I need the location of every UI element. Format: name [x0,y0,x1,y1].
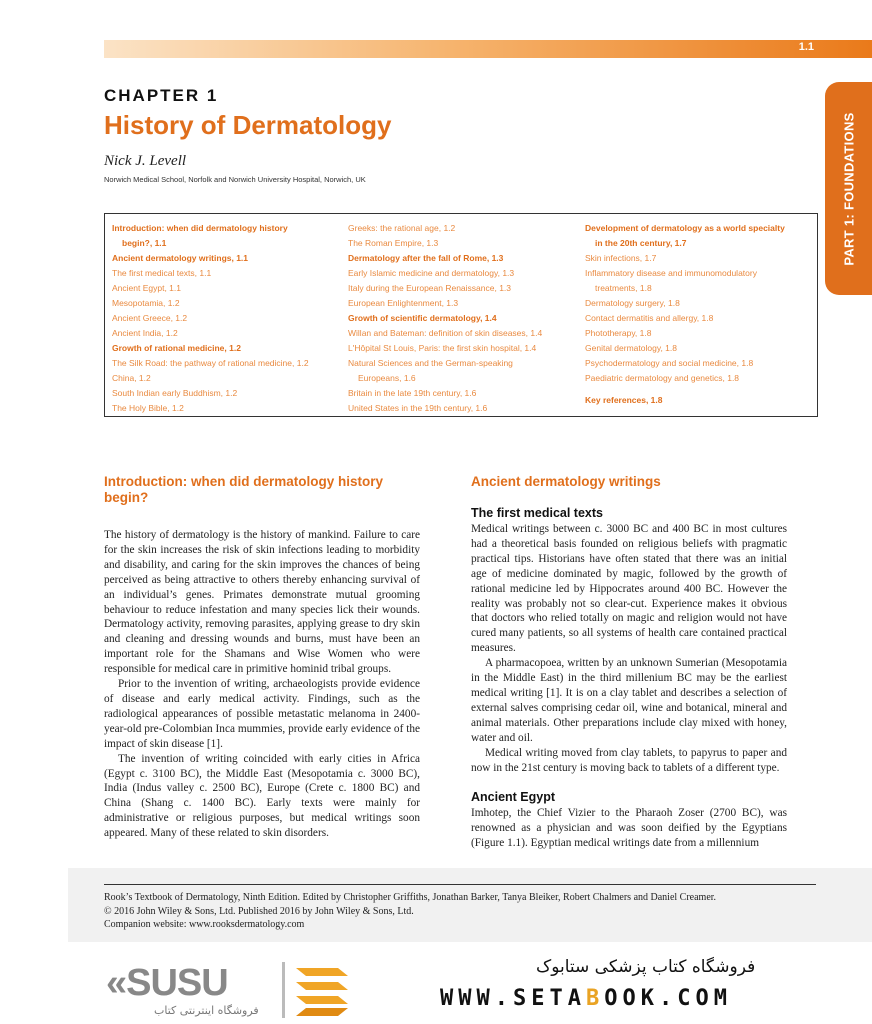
logo-tagline: فروشگاه اینترنتی کتاب [154,1004,259,1017]
toc-entry[interactable]: Ancient India, 1.2 [112,328,178,338]
author-affiliation: Norwich Medical School, Norfolk and Norwich University Hospital, Norwich, UK [104,175,366,184]
toc-entry[interactable]: Britain in the late 19th century, 1.6 [348,388,477,398]
book-stack-icon [282,962,352,1018]
body-paragraph: Medical writings between c. 3000 BC and 400 BC in most cultures had a theoretical basis founded on religious beliefs with pragmatic practical tips. Historians have often stated that there was an initial age of medicine dominated by magic, followed by the growth of rational medicine led by Hippocrates around 400 BC. However the reality was probably not so clear-cut. Experience makes it obvious that doctors who relied totally on magic and religion would not have cured many patients, so all systems of health care contained practical measures. [471,523,787,655]
toc-entry[interactable]: Ancient dermatology writings, 1.1 [112,253,249,263]
footer-copyright: © 2016 John Wiley & Sons, Ltd. Published 2016 by John Wiley & Sons, Ltd. [104,905,414,917]
body-paragraph: The history of dermatology is the history of mankind. Failure to care for the skin increases the risk of skin infections leading to morbidity and disability, and caring for the skin improves the chances of being perceived as being attractive to others thereby enhancing survival of an individual’s genes. Primates demonstrate mutual grooming behaviour to reduce infestation and many species lick their wounds. Dermatology activity, removing parasites, applying grease to dry skin and cleaning and dressing wounds and burns, must have been an important role for the Shamans and Wise Women who were responsible for medical care in primitive hominid tribal groups. [104,529,420,676]
body-paragraph: Imhotep, the Chief Vizier to the Pharaoh Zoser (2700 BC), was renowned as a physician and was soon deified by the Egyptians (Figure 1.1). Egyptian medical writings date from a millennium [471,807,787,850]
toc-entry[interactable]: European Enlightenment, 1.3 [348,298,459,308]
footer-divider [104,884,816,885]
toc-entry[interactable]: The first medical texts, 1.1 [112,268,212,278]
toc-entry[interactable]: Ancient Egypt, 1.1 [112,283,181,293]
subsection-heading: The first medical texts [471,506,603,520]
page-number: 1.1 [798,41,814,53]
right-column [471,474,787,851]
toc-column-1 [112,221,309,416]
toc-entry[interactable]: Psychodermatology and social medicine, 1.8 [585,358,754,368]
author-name: Nick J. Levell [104,153,187,169]
chapter-title: History of Dermatology [104,110,392,140]
toc-entry[interactable]: Growth of scientific dermatology, 1.4 [348,313,497,323]
header-bar [104,40,872,58]
toc-column-3 [585,221,785,408]
toc-entry[interactable]: Italy during the European Renaissance, 1.3 [348,283,512,293]
toc-entry[interactable]: Natural Sciences and the German-speaking [348,358,513,368]
toc-entry[interactable]: Development of dermatology as a world specialty [585,223,785,233]
toc-entry[interactable]: Introduction: when did dermatology history [112,223,288,233]
toc-entry[interactable]: Paediatric dermatology and genetics, 1.8 [585,373,740,383]
footer-website[interactable]: Companion website: www.rooksdermatology.com [104,919,305,930]
toc-entry[interactable]: Contact dermatitis and allergy, 1.8 [585,313,714,323]
toc-entry[interactable]: The Holy Bible, 1.2 [112,403,184,413]
section-heading: Introduction: when did dermatology history begin? [104,474,383,505]
toc-entry[interactable]: treatments, 1.8 [595,283,652,293]
body-paragraph: Medical writing moved from clay tablets, to papyrus to paper and now in the 21st century is moving back to tablets of a different type. [471,746,787,774]
store-url[interactable]: WWW.SETABOOK.COM [440,986,732,1011]
toc-entry[interactable]: China, 1.2 [112,373,151,383]
toc-entry[interactable]: The Silk Road: the pathway of rational medicine, 1.2 [112,358,309,368]
toc-entry[interactable]: Mesopotamia, 1.2 [112,298,180,308]
body-paragraph: A pharmacopoea, written by an unknown Sumerian (Mesopotamia in the Middle East) in the third millenium BC may be the earliest medical writing [1]. It is on a clay tablet and describes a selection of external salves comprising cedar oil, wine and botanical, mineral and animal materials. Other preparations include clay mixed with honey, water and oil. [471,657,787,744]
toc-entry[interactable]: Dermatology after the fall of Rome, 1.3 [348,253,504,263]
toc-entry[interactable]: The Roman Empire, 1.3 [348,238,439,248]
toc-entry[interactable]: begin?, 1.1 [122,238,167,248]
toc-entry[interactable]: Inflammatory disease and immunomodulatory [585,268,757,278]
part-tab-label: PART 1: FOUNDATIONS [841,111,856,266]
toc-entry[interactable]: Early Islamic medicine and dermatology, 1.3 [348,268,515,278]
chapter-label: CHAPTER 1 [104,86,219,105]
toc-entry[interactable]: South Indian early Buddhism, 1.2 [112,388,238,398]
toc-entry[interactable]: Ancient Greece, 1.2 [112,313,188,323]
store-name: فروشگاه کتاب پزشکی ستابوک [536,957,756,977]
toc-entry[interactable]: Europeans, 1.6 [358,373,416,383]
toc-entry[interactable]: Genital dermatology, 1.8 [585,343,677,353]
toc-entry[interactable]: Growth of rational medicine, 1.2 [112,343,241,353]
toc-entry[interactable]: Skin infections, 1.7 [585,253,657,263]
toc-entry[interactable]: in the 20th century, 1.7 [595,238,687,248]
toc-column-2 [348,221,542,416]
toc-entry[interactable]: Willan and Bateman: definition of skin diseases, 1.4 [348,328,543,338]
logo-wordmark: «SUSU [106,962,228,1004]
footer-citation: Rook’s Textbook of Dermatology, Ninth Edition. Edited by Christopher Griffiths, Jonathan Barker, Tanya Bleiker, Robert Chalmers and Daniel Creamer. [104,892,717,903]
store-logo [106,962,266,1022]
left-column [104,474,420,841]
body-paragraph: Prior to the invention of writing, archaeologists provide evidence of disease and early medical activity. Findings, such as the radiological appearances of possible metastatic melanoma in 2400-year-old pre-Colombian Inca mummies, provide early evidence of the impact of skin disease [1]. [104,678,420,750]
toc-entry[interactable]: Dermatology surgery, 1.8 [585,298,680,308]
toc-entry[interactable]: L'Hôpital St Louis, Paris: the first skin hospital, 1.4 [348,343,537,353]
toc-entry[interactable]: Phototherapy, 1.8 [585,328,652,338]
copyright-footer [104,891,716,932]
section-heading: Ancient dermatology writings [471,474,661,489]
part-tab [825,82,872,295]
table-of-contents [104,213,818,417]
toc-entry[interactable]: United States in the 19th century, 1.6 [348,403,488,413]
toc-entry[interactable]: Greeks: the rational age, 1.2 [348,223,456,233]
toc-entry[interactable]: Key references, 1.8 [585,395,663,405]
subsection-heading: Ancient Egypt [471,790,556,805]
body-paragraph: The invention of writing coincided with early cities in Africa (Egypt c. 3100 BC), the Middle East (Mesopotamia c. 3000 BC), India (Indus valley c. 2500 BC), Europe (Crete c. 1800 BC) and China (Shang c. 1400 BC). Early texts were mainly for administrative or religious purposes, but medical writings soon appeared. Many of these related to skin disorders. [104,752,420,840]
